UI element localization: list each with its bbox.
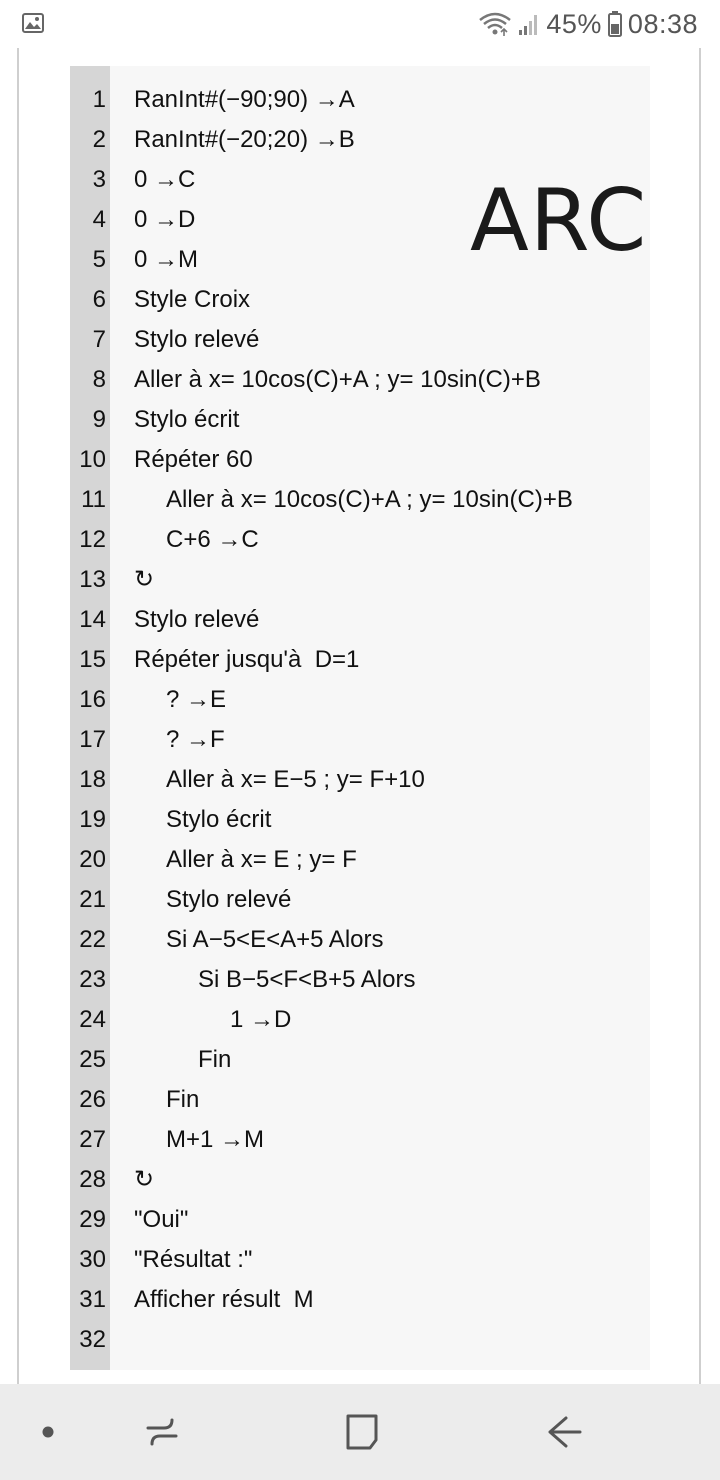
frame-border-right <box>699 48 701 1384</box>
code-line <box>70 600 650 640</box>
line-text: Aller à x= E−5 ; y= F+10 <box>166 766 425 793</box>
code-line <box>70 480 650 520</box>
code-line <box>70 1240 650 1280</box>
status-icons <box>478 6 698 42</box>
line-number: 10 <box>79 446 106 473</box>
home-icon[interactable] <box>328 1384 396 1480</box>
line-text: 0 →M <box>134 246 199 273</box>
code-line <box>70 1040 650 1080</box>
code-line <box>70 1160 650 1200</box>
line-text: Afficher résult M <box>134 1286 314 1313</box>
line-text: 1 →D <box>230 1006 292 1033</box>
code-line <box>70 760 650 800</box>
line-number: 15 <box>79 646 106 673</box>
line-number: 28 <box>79 1166 106 1193</box>
line-text: Répéter jusqu'à D=1 <box>134 646 360 673</box>
code-line <box>70 440 650 480</box>
code-line <box>70 800 650 840</box>
code-line <box>70 720 650 760</box>
line-number: 8 <box>92 366 106 393</box>
code-line <box>70 640 650 680</box>
recent-apps-icon[interactable] <box>128 1384 196 1480</box>
line-text: Aller à x= E ; y= F <box>166 846 357 873</box>
line-number: 27 <box>79 1126 106 1153</box>
code-line <box>70 80 650 120</box>
line-number: 5 <box>92 246 106 273</box>
line-text: Fin <box>166 1086 200 1113</box>
code-line <box>70 320 650 360</box>
battery-percent: 45% <box>546 8 602 39</box>
line-number: 19 <box>79 806 106 833</box>
line-number: 12 <box>79 526 106 553</box>
line-number: 20 <box>79 846 106 873</box>
navigation-bar <box>0 1384 720 1480</box>
code-line <box>70 1320 650 1360</box>
code-line <box>70 680 650 720</box>
line-text: 0 →D <box>134 206 196 233</box>
code-line <box>70 1080 650 1120</box>
line-number: 1 <box>92 86 106 113</box>
line-number: 22 <box>79 926 106 953</box>
line-number: 7 <box>92 326 106 353</box>
line-text: Si B−5<F<B+5 Alors <box>198 966 416 993</box>
line-text: Aller à x= 10cos(C)+A ; y= 10sin(C)+B <box>134 366 541 393</box>
line-number: 6 <box>92 286 106 313</box>
line-number: 24 <box>79 1006 106 1033</box>
line-number: 25 <box>79 1046 106 1073</box>
line-text: ? →F <box>166 726 225 753</box>
line-text: Style Croix <box>134 286 251 313</box>
wifi-icon <box>478 11 512 37</box>
line-text: ↻ <box>134 566 155 593</box>
line-text: Stylo relevé <box>166 886 292 913</box>
line-number: 21 <box>79 886 106 913</box>
arc-overlay-text: ARC <box>470 171 648 271</box>
line-number: 26 <box>79 1086 106 1113</box>
code-line <box>70 1120 650 1160</box>
frame-border-left <box>17 48 19 1384</box>
code-line <box>70 840 650 880</box>
line-number: 30 <box>79 1246 106 1273</box>
line-number: 16 <box>79 686 106 713</box>
code-line <box>70 520 650 560</box>
line-text: Stylo relevé <box>134 606 260 633</box>
code-line <box>70 1000 650 1040</box>
line-text: Répéter 60 <box>134 446 253 473</box>
code-line <box>70 360 650 400</box>
line-text: Stylo relevé <box>134 326 260 353</box>
content-area <box>0 48 720 1384</box>
code-line <box>70 1280 650 1320</box>
line-number: 18 <box>79 766 106 793</box>
line-text: C+6 →C <box>166 526 259 553</box>
line-text: RanInt#(−90;90) →A <box>134 86 355 113</box>
line-number: 14 <box>79 606 106 633</box>
clock-time: 08:38 <box>627 8 698 39</box>
code-line <box>70 880 650 920</box>
code-line <box>70 560 650 600</box>
status-bar <box>0 0 720 48</box>
line-number: 17 <box>79 726 106 753</box>
code-line <box>70 920 650 960</box>
code-listing <box>70 66 650 1370</box>
code-line <box>70 400 650 440</box>
line-text: Aller à x= 10cos(C)+A ; y= 10sin(C)+B <box>166 486 573 513</box>
line-text: "Résultat :" <box>134 1246 253 1273</box>
line-number: 11 <box>81 486 106 513</box>
line-text: ↻ <box>134 1166 155 1193</box>
line-number: 23 <box>79 966 106 993</box>
line-number: 9 <box>92 406 106 433</box>
line-number: 29 <box>79 1206 106 1233</box>
code-line <box>70 1200 650 1240</box>
signal-icon <box>518 12 540 36</box>
line-text: Si A−5<E<A+5 Alors <box>166 926 384 953</box>
line-number: 31 <box>79 1286 106 1313</box>
line-number: 32 <box>79 1326 106 1353</box>
line-text: 0 →C <box>134 166 196 193</box>
image-icon <box>22 13 44 33</box>
code-line <box>70 120 650 160</box>
code-line <box>70 960 650 1000</box>
back-icon[interactable] <box>530 1384 598 1480</box>
line-text: Fin <box>198 1046 232 1073</box>
line-text: "Oui" <box>134 1206 189 1233</box>
line-text: RanInt#(−20;20) →B <box>134 126 355 153</box>
code-line <box>70 280 650 320</box>
line-number: 3 <box>92 166 106 193</box>
line-number: 2 <box>92 126 106 153</box>
dot-icon[interactable] <box>18 1384 78 1480</box>
line-text: Stylo écrit <box>134 406 240 433</box>
line-text: M+1 →M <box>166 1126 265 1153</box>
line-text: Stylo écrit <box>166 806 272 833</box>
battery-icon <box>608 11 622 37</box>
line-number: 4 <box>92 206 106 233</box>
line-number: 13 <box>79 566 106 593</box>
line-text: ? →E <box>166 686 227 713</box>
